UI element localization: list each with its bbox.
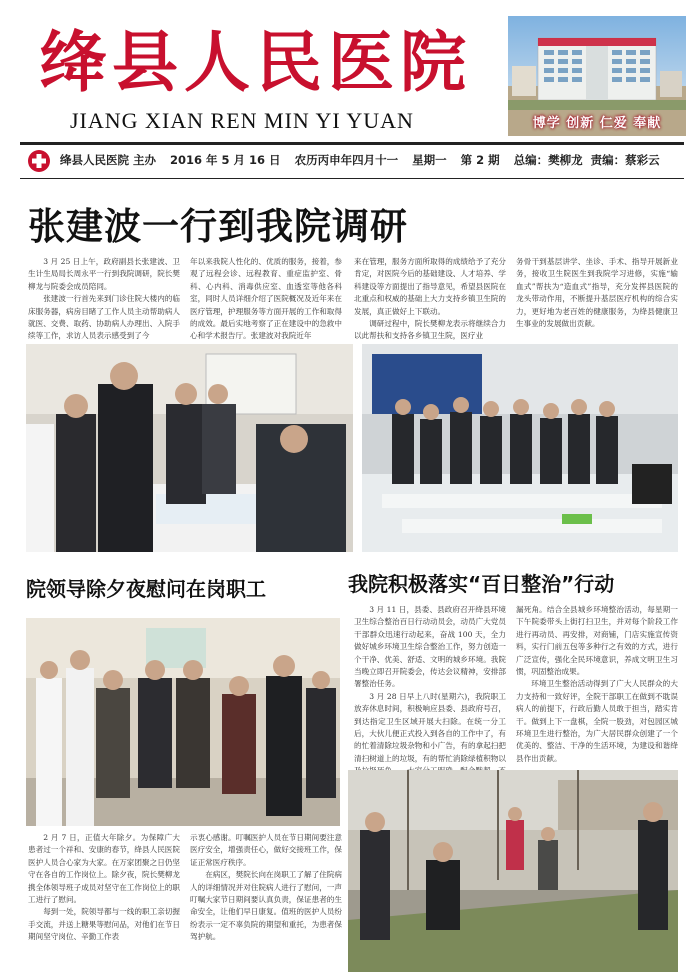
article1-headline: 张建波一行到我院调研: [28, 205, 408, 248]
article2-column-1: [28, 832, 180, 972]
issue-info-bar: [60, 152, 690, 168]
article1-paragraph: 务骨干到基层讲学、坐诊、手术、指导开展新业务，接收卫生院医生到我院学习进修，实施“输血式”帮扶为“造血式”指导，充分发挥县医院的龙头带动作用，不断提升基层医疗机构的综合实力，更好地为老百姓的健康服务，为绛县健康卫生事业的发展做出贡献。: [516, 257, 678, 329]
article1-paragraph: 来在管理，服务方面所取得的成绩给予了充分肯定，对医院今后的基础建设、人才培养、学科建设等方面提出了指导意见，希望县医院在北重点和权威的基础上大力支持乡镇卫生院的发展，真正做好上下联动。: [354, 257, 506, 316]
masthead-pinyin: JIANG XIAN REN MIN YI YUAN: [70, 108, 414, 133]
article3-paragraph: 3 月 28 日早上八时(星期六)，我院职工放弃休息时间，积极响应县委、县政府号召，到达指定卫生区域开展大扫除。在统一分工后，大伙儿便正式投入到各自的工作中了，有的忙着清除垃圾杂物和小广告，有的拿起扫把清扫树道上的垃圾，有的帮忙消除绿植积物以: [354, 691, 506, 763]
article2-paragraph: 在病区，樊院长向在岗职工了解了住院病人的详细情况并对住院病人进行了慰问，一声叮嘱大家节日期间要认真负责，保证患者的生命安全，让他们早日康复。值班的医护人员纷纷表示一定不辜负院的期望和重托，为患者保驾护航。: [190, 870, 342, 942]
hospital-corridor-photo: [26, 618, 340, 826]
article3-paragraph: 环境卫生整治活动得到了广大人民群众的大力支持和一致好评，全院干部职工在做到不耽误病人的前提下，行政后勤人员敢于担当，踏实肯干。做到上下一盘棋，全院一股劲，对包园区城环境卫生进行整治，为广大居民群众创建了一个优美的、整洁、干净的生活环境，为建设和谐绛县作出贡献。: [516, 679, 678, 763]
article3-paragraph: 3 月 11 日，县委、县政府召开绛县环境卫生综合整治百日行动动员会，动员广大党员干部群众迅速行动起来，奋战 100 天，全力做好城乡环境卫生综合整治工作，努力创造一个干净、优美、舒适、文明的城乡环境。我院当晚立即召开院委会，传达会议精神，安排部署整治任务。: [354, 605, 506, 689]
publish-date: 2016 年 5 月 16 日: [170, 153, 281, 167]
article1-column-2: [190, 256, 342, 340]
article1-column-4: [516, 256, 678, 340]
article2-column-2: [190, 832, 342, 972]
article3-headline: 我院积极落实“百日整治”行动: [348, 572, 615, 596]
article1-column-3: [354, 256, 506, 340]
editor: 责编：蔡彩云: [590, 153, 660, 167]
article1-paragraph: 调研过程中，院长樊柳龙表示将继续合力以此帮扶和支持各乡镇卫生院，医疗业: [354, 319, 506, 341]
article3-column-2: [516, 604, 678, 764]
publisher: 绛县人民医院 主办: [60, 153, 157, 167]
article2-paragraph: 每到一处，院领导都与一线的职工亲切握手交流，并送上糖果等慰问品，对他们在节日期间坚守岗位、辛勤工作表: [28, 907, 180, 942]
article3-paragraph: 漏死角。结合全县城乡环境整治活动，每星期一下午院委带头上街打扫卫生，并对每个阶段工作进行再动员、再安排，对商铺，门店实施宣传资料，实行门前五包等多种行之有效的方式，进行广泛宣传，强化全民环境意识，养成文明卫生习惯，巩固整治成果。: [516, 605, 678, 677]
article1-paragraph: 年以来我院人性化的、优质的服务，接着，参观了远程会诊、远程教育、重症监护室、骨科、心内科、消毒供应室、血透室等他各科室，同时人员详细介绍了医院概况及近年来在医疗管理，护理服务等方面开展的工作和取得的成效。最后实地考察了正在建设中的急救中心和学术报告厅。张建波对我院近年: [190, 257, 342, 341]
street-cleanup-photo: [348, 770, 678, 972]
chief-editor: 总编：樊柳龙: [513, 153, 583, 167]
weekday: 星期一: [412, 153, 447, 167]
article1-paragraph: 3 月 25 日上午，政府副县长张建波、卫生计生局局长周永平一行到我院调研，院长樊柳龙与院委会成员陪同。: [28, 257, 180, 291]
hospital-cross-icon: [28, 150, 50, 172]
conference-room-photo: [362, 344, 678, 552]
lunar-date: 农历丙申年四月十一: [294, 153, 399, 167]
article3-column-1: [354, 604, 506, 764]
article1-column-1: [28, 256, 180, 340]
masthead-motto: 博学 创新 仁爱 奉献: [532, 116, 662, 131]
issue-number: 第 2 期: [460, 153, 500, 167]
article2-paragraph: 2 月 7 日，正值大年除夕。为保障广大患者过一个祥和、安康的春节，绛县人民医院医护人员合心家为大家。在万家团聚之日仍坚守在各自的工作岗位上。除夕夜，院长樊柳龙携全体领导班子成员对坚守在工作岗位上的职工进行了慰问。: [28, 833, 180, 905]
article2-paragraph: 示衷心感谢。叮嘱医护人员在节日期间要注意医疗安全，增强责任心，做好交接班工作，保证正常医疗秩序。: [190, 833, 342, 867]
info-bar-divider: [20, 178, 684, 179]
ward-visit-photo: [26, 344, 353, 552]
article1-paragraph: 张建波一行首先来到门诊住院大楼内的临床服务器，病房目睹了工作人员主动帮助病人就医、交费、取药、协助病人办理出、入院手续等工作，求访人员表示感受到了今: [28, 294, 180, 341]
masthead-title: 绛县人民医院: [40, 23, 472, 101]
article2-headline: 院领导除夕夜慰问在岗职工: [26, 577, 266, 601]
masthead-divider: [20, 142, 684, 145]
